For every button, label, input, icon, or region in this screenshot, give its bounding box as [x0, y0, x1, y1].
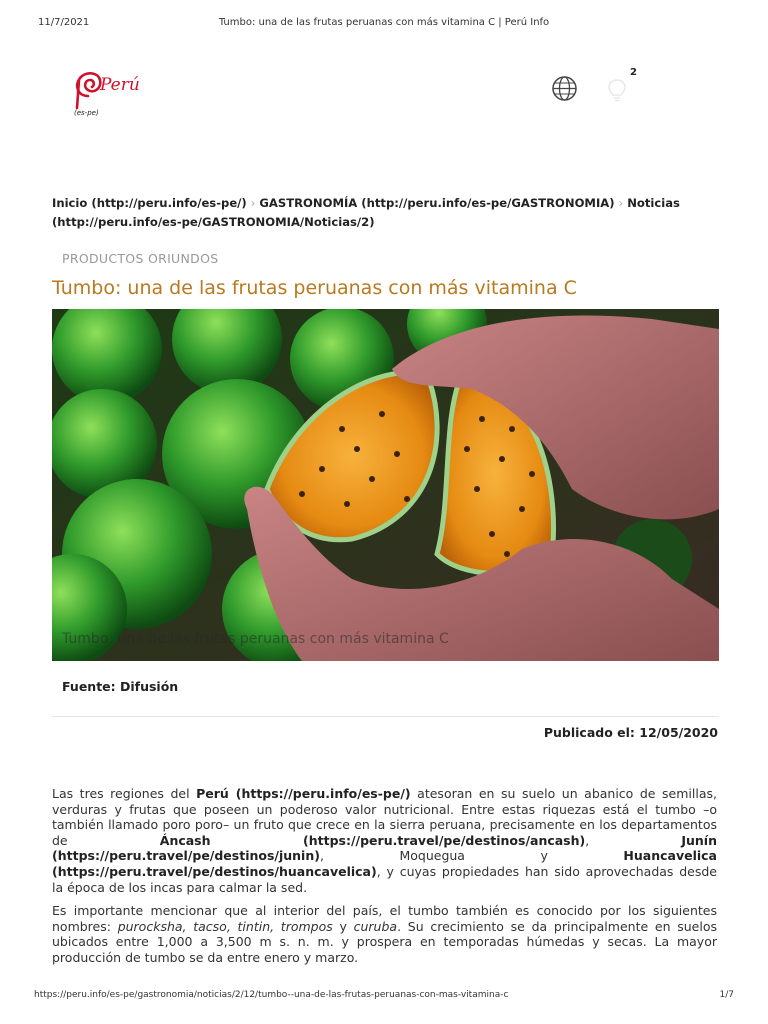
article-body [52, 786, 717, 974]
breadcrumb-item-noticias[interactable]: Noticias (http://peru.info/es-pe/GASTRONOMIA/Noticias/2) [52, 196, 680, 229]
page-counter: 1/7 [719, 990, 734, 1000]
article-hero-image [52, 309, 719, 661]
link-huancavelica[interactable]: Huancavelica (https://peru.travel/pe/destinos/huancavelica) [52, 848, 717, 879]
link-ancash[interactable]: Áncash (https://peru.travel/pe/destinos/ancash) [159, 832, 586, 848]
print-url: https://peru.info/es-pe/gastronomia/noticias/2/12/tumbo--una-de-las-frutas-peruanas-con-mas-vitamina-c [34, 990, 509, 1000]
print-date: 11/7/2021 [38, 17, 90, 28]
logo-text: Perú [100, 75, 140, 95]
article-title: Tumbo: una de las frutas peruanas con más vitamina C [52, 277, 577, 299]
logo-subtext: (es-pe) [74, 109, 99, 117]
link-junin[interactable]: Junín (https://peru.travel/pe/destinos/junin) [52, 832, 717, 864]
print-footer [34, 990, 734, 1004]
paragraph-2: Es importante mencionar que al interior del país, el tumbo también es conocido por los siguientes nombres: purocksha, tacso, tintin, trompos y curuba. Su crecimiento se da principalmente en suelos ubicados entre 1,000 a 3,500 m s. n. m. y prospera en temporadas húmedas y secas. La mayor producción de tumbo se da entre enero y marzo. [52, 903, 717, 965]
image-caption: Tumbo: una de las frutas peruanas con más vitamina C [62, 631, 449, 647]
breadcrumb-item-inicio[interactable]: Inicio (http://peru.info/es-pe/) [52, 196, 247, 210]
article-category[interactable]: PRODUCTOS ORIUNDOS [62, 251, 219, 266]
lightbulb-icon[interactable] [606, 77, 628, 103]
print-header [38, 17, 730, 31]
print-page-title: Tumbo: una de las frutas peruanas con más vitamina C | Perú Info [218, 17, 550, 28]
link-peru[interactable]: Perú (https://peru.info/es-pe/) [196, 786, 411, 801]
chevron-right-icon: › [618, 196, 624, 210]
peru-logo[interactable] [70, 66, 160, 118]
published-date: Publicado el: 12/05/2020 [543, 725, 718, 740]
bulb-count-badge: 2 [630, 67, 637, 78]
chevron-right-icon: › [250, 196, 256, 210]
globe-icon[interactable] [551, 75, 578, 102]
divider [52, 716, 719, 717]
paragraph-1: Las tres regiones del Perú (https://peru.info/es-pe/) atesoran en su suelo un abanico de semillas, verduras y frutas que poseen un poderoso valor nutricional. Entre estas riquezas está el tumbo –o también llamado poro poro– un fruto que crece en la sierra peruana, precisamente en los departamentos de Áncash (https://peru.travel/pe/destinos/ancash), Junín (https://peru.travel/pe/destinos/junin), Moquegua y Huancavelica (https://peru.travel/pe/destinos/huancavelica), y cuyas propiedades han sido aprovechadas desde la época de los incas para calmar la sed. [52, 786, 717, 895]
breadcrumb-item-gastronomia[interactable]: GASTRONOMÍA (http://peru.info/es-pe/GASTRONOMIA) [259, 196, 615, 210]
breadcrumb [52, 194, 720, 232]
image-source: Fuente: Difusión [62, 679, 179, 694]
